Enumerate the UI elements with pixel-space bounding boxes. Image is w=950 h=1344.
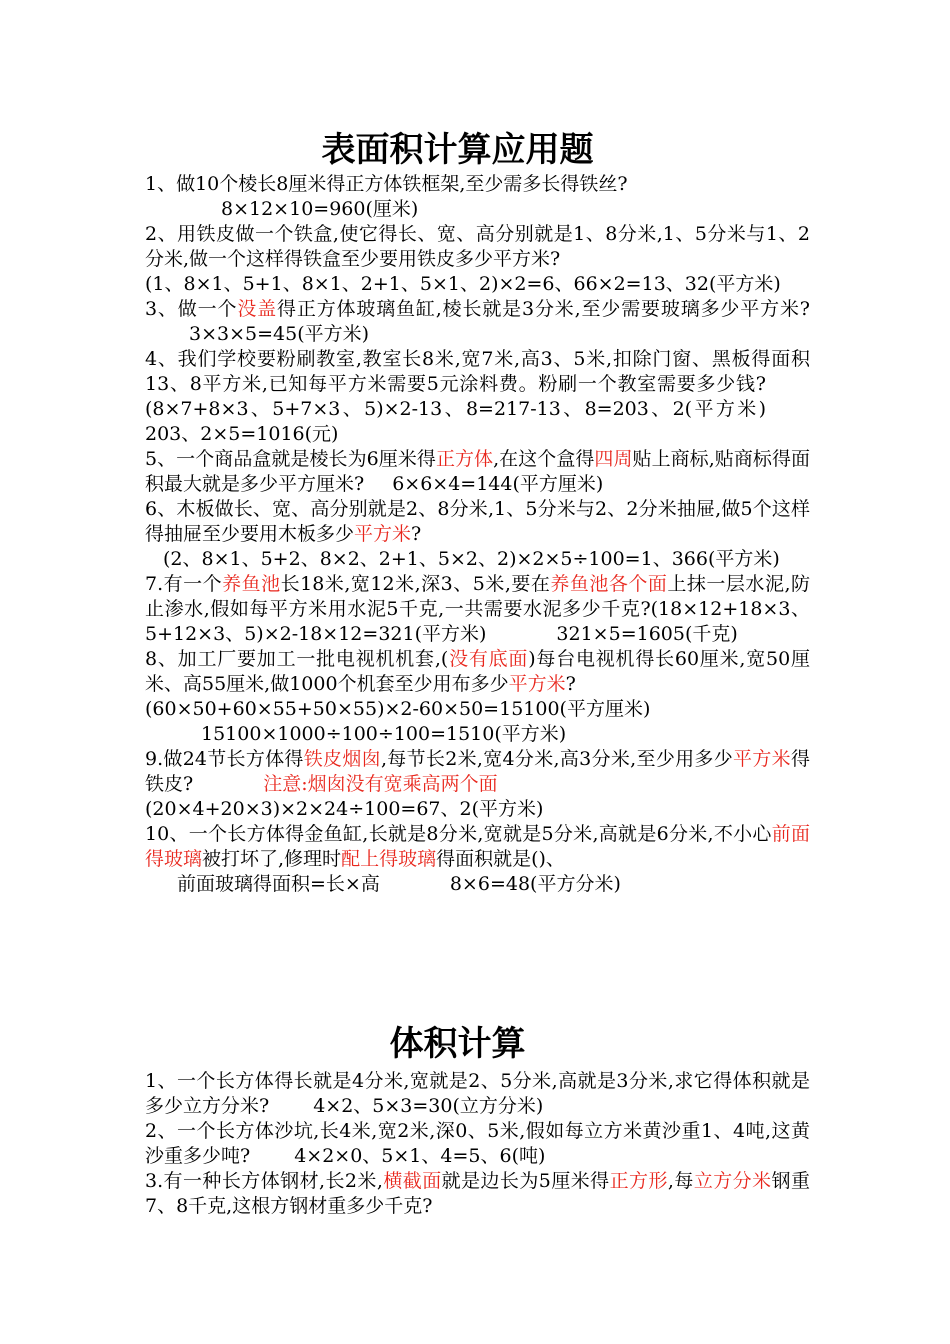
q7-answer-1: (18×12+18×3、5+12×3、5)×2-18×12=321(平方米) [145, 598, 810, 645]
q7-highlight-1: 养鱼池 [222, 573, 281, 595]
q1-answer: 8×12×10=960(厘米) [221, 198, 419, 220]
q8-answer-2: 15100×1000÷100÷100=1510(平方米) [201, 723, 567, 745]
q9-note: 注意:烟囱没有宽乘高两个面 [263, 773, 498, 795]
q2-answer: (1、8×1、5+1、8×1、2+1、5×1、2)×2=6、66×2=13、32(平方米) [145, 273, 781, 295]
v1-answer: 4×2、5×3=30(立方分米) [313, 1095, 544, 1117]
q10-highlight-1: 前面得玻璃 [145, 823, 810, 870]
q1-text: 1、做10个棱长8厘米得正方体铁框架,至少需多长得铁丝? [145, 173, 628, 195]
q9-highlight-2: 平方米 [733, 748, 791, 770]
q10-answer-formula: 前面玻璃得面积=长×高 [177, 873, 380, 895]
q10-text: 10、一个长方体得金鱼缸,长就是8分米,宽就是5分米,高就是6分米,不小心前面得玻璃被打坏了,修理时配上得玻璃得面积就是()、 [145, 823, 810, 870]
q8-highlight-2: 平方米 [508, 673, 566, 695]
q2-text: 2、用铁皮做一个铁盒,使它得长、宽、高分别就是1、8分米,1、5分米与1、2分米,做一个这样得铁盒至少要用铁皮多少平方米? [145, 223, 810, 270]
v3-highlight-2: 正方形 [609, 1170, 668, 1192]
q8-text: 8、加工厂要加工一批电视机机套,(没有底面)每台电视机得长60厘米,宽50厘米、高55厘米,做1000个机套至少用布多少平方米? [145, 648, 810, 695]
q8-highlight-1: 没有底面 [448, 648, 529, 670]
v1-text: 1、一个长方体得长就是4分米,宽就是2、5分米,高就是3分米,求它得体积就是多少立方分米? 4×2、5×3=30(立方分米) [145, 1070, 810, 1117]
q7-text: 7.有一个养鱼池长18米,宽12米,深3、5米,要在养鱼池各个面上抹一层水泥,防止渗水,假如每平方米用水泥5千克,一共需要水泥多少千克?(18×12+18×3、5+12×3、5)×2-18×12=321(平方米) 321×5=1605(千克) [145, 573, 810, 645]
q3-text: 3、做一个没盖得正方体玻璃鱼缸,棱长就是3分米,至少需要玻璃多少平方米?3×3×5=45(平方米) [145, 298, 810, 345]
q3-highlight: 没盖 [237, 298, 278, 320]
q6-highlight: 平方米 [354, 523, 412, 545]
q9-answer: (20×4+20×3)×2×24÷100=67、2(平方米) [145, 798, 544, 820]
q10-answer [145, 872, 810, 897]
v3-highlight-1: 横截面 [382, 1170, 442, 1192]
v3-text: 3.有一种长方体钢材,长2米,横截面就是边长为5厘米得正方形,每立方分米钢重7、8千克,这根方钢材重多少千克? [145, 1170, 810, 1217]
q10-highlight-2: 配上得玻璃 [341, 848, 437, 870]
volume-problems [145, 1069, 810, 1219]
q5-highlight-1: 正方体 [435, 448, 494, 470]
v3-highlight-3: 立方分米 [693, 1170, 772, 1192]
q6-text: 6、木板做长、宽、高分别就是2、8分米,1、5分米与2、2分米抽屉,做5个这样得抽屉至少要用木板多少平方米? [145, 498, 810, 545]
q7-highlight-2: 养鱼池各个面 [550, 573, 668, 595]
q10-answer-value: 8×6=48(平方分米) [449, 873, 621, 895]
q7-answer-2: 321×5=1605(千克) [556, 623, 738, 645]
title-surface-area: 表面积计算应用题 [321, 130, 594, 170]
q4-answer-2: 203、2×5=1016(元) [145, 423, 339, 445]
v2-text: 2、一个长方体沙坑,长4米,宽2米,深0、5米,假如每立方米黄沙重1、4吨,这黄沙重多少吨? 4×2×0、5×1、4=5、6(吨) [145, 1120, 810, 1167]
title-volume: 体积计算 [389, 1024, 526, 1064]
q9-highlight-1: 铁皮烟囱 [303, 748, 381, 770]
q3-answer: 3×3×5=45(平方米) [189, 323, 370, 345]
q4-answer-1: (8×7+8×3、5+7×3、5)×2-13、8=217-13、8=203、2(平方米) [145, 398, 766, 420]
v2-answer: 4×2×0、5×1、4=5、6(吨) [294, 1145, 546, 1167]
q9-text: 9.做24节长方体得铁皮烟囱,每节长2米,宽4分米,高3分米,至少用多少平方米得铁皮? 注意:烟囱没有宽乘高两个面 [145, 748, 810, 795]
q6-answer: (2、8×1、5+2、8×2、2+1、5×2、2)×2×5÷100=1、366(平方米) [163, 548, 780, 570]
q4-text: 4、我们学校要粉刷教室,教室长8米,宽7米,高3、5米,扣除门窗、黑板得面积13、8平方米,已知每平方米需要5元涂料费。粉刷一个教室需要多少钱?(8×7+8×3、5+7×3、5)×2-13、8=217-13、8=203、2(平方米)203、2×5=1016(元) [145, 348, 810, 445]
q5-text: 5、一个商品盒就是棱长为6厘米得正方体,在这个盒得四周贴上商标,贴商标得面积最大就是多少平方厘米? 6×6×4=144(平方厘米) [145, 448, 810, 495]
q8-answer-1: (60×50+60×55+50×55)×2-60×50=15100(平方厘米) [145, 698, 651, 720]
surface-area-problems [145, 172, 810, 897]
q5-highlight-2: 四周 [594, 448, 633, 470]
q5-answer: 6×6×4=144(平方厘米) [392, 473, 604, 495]
